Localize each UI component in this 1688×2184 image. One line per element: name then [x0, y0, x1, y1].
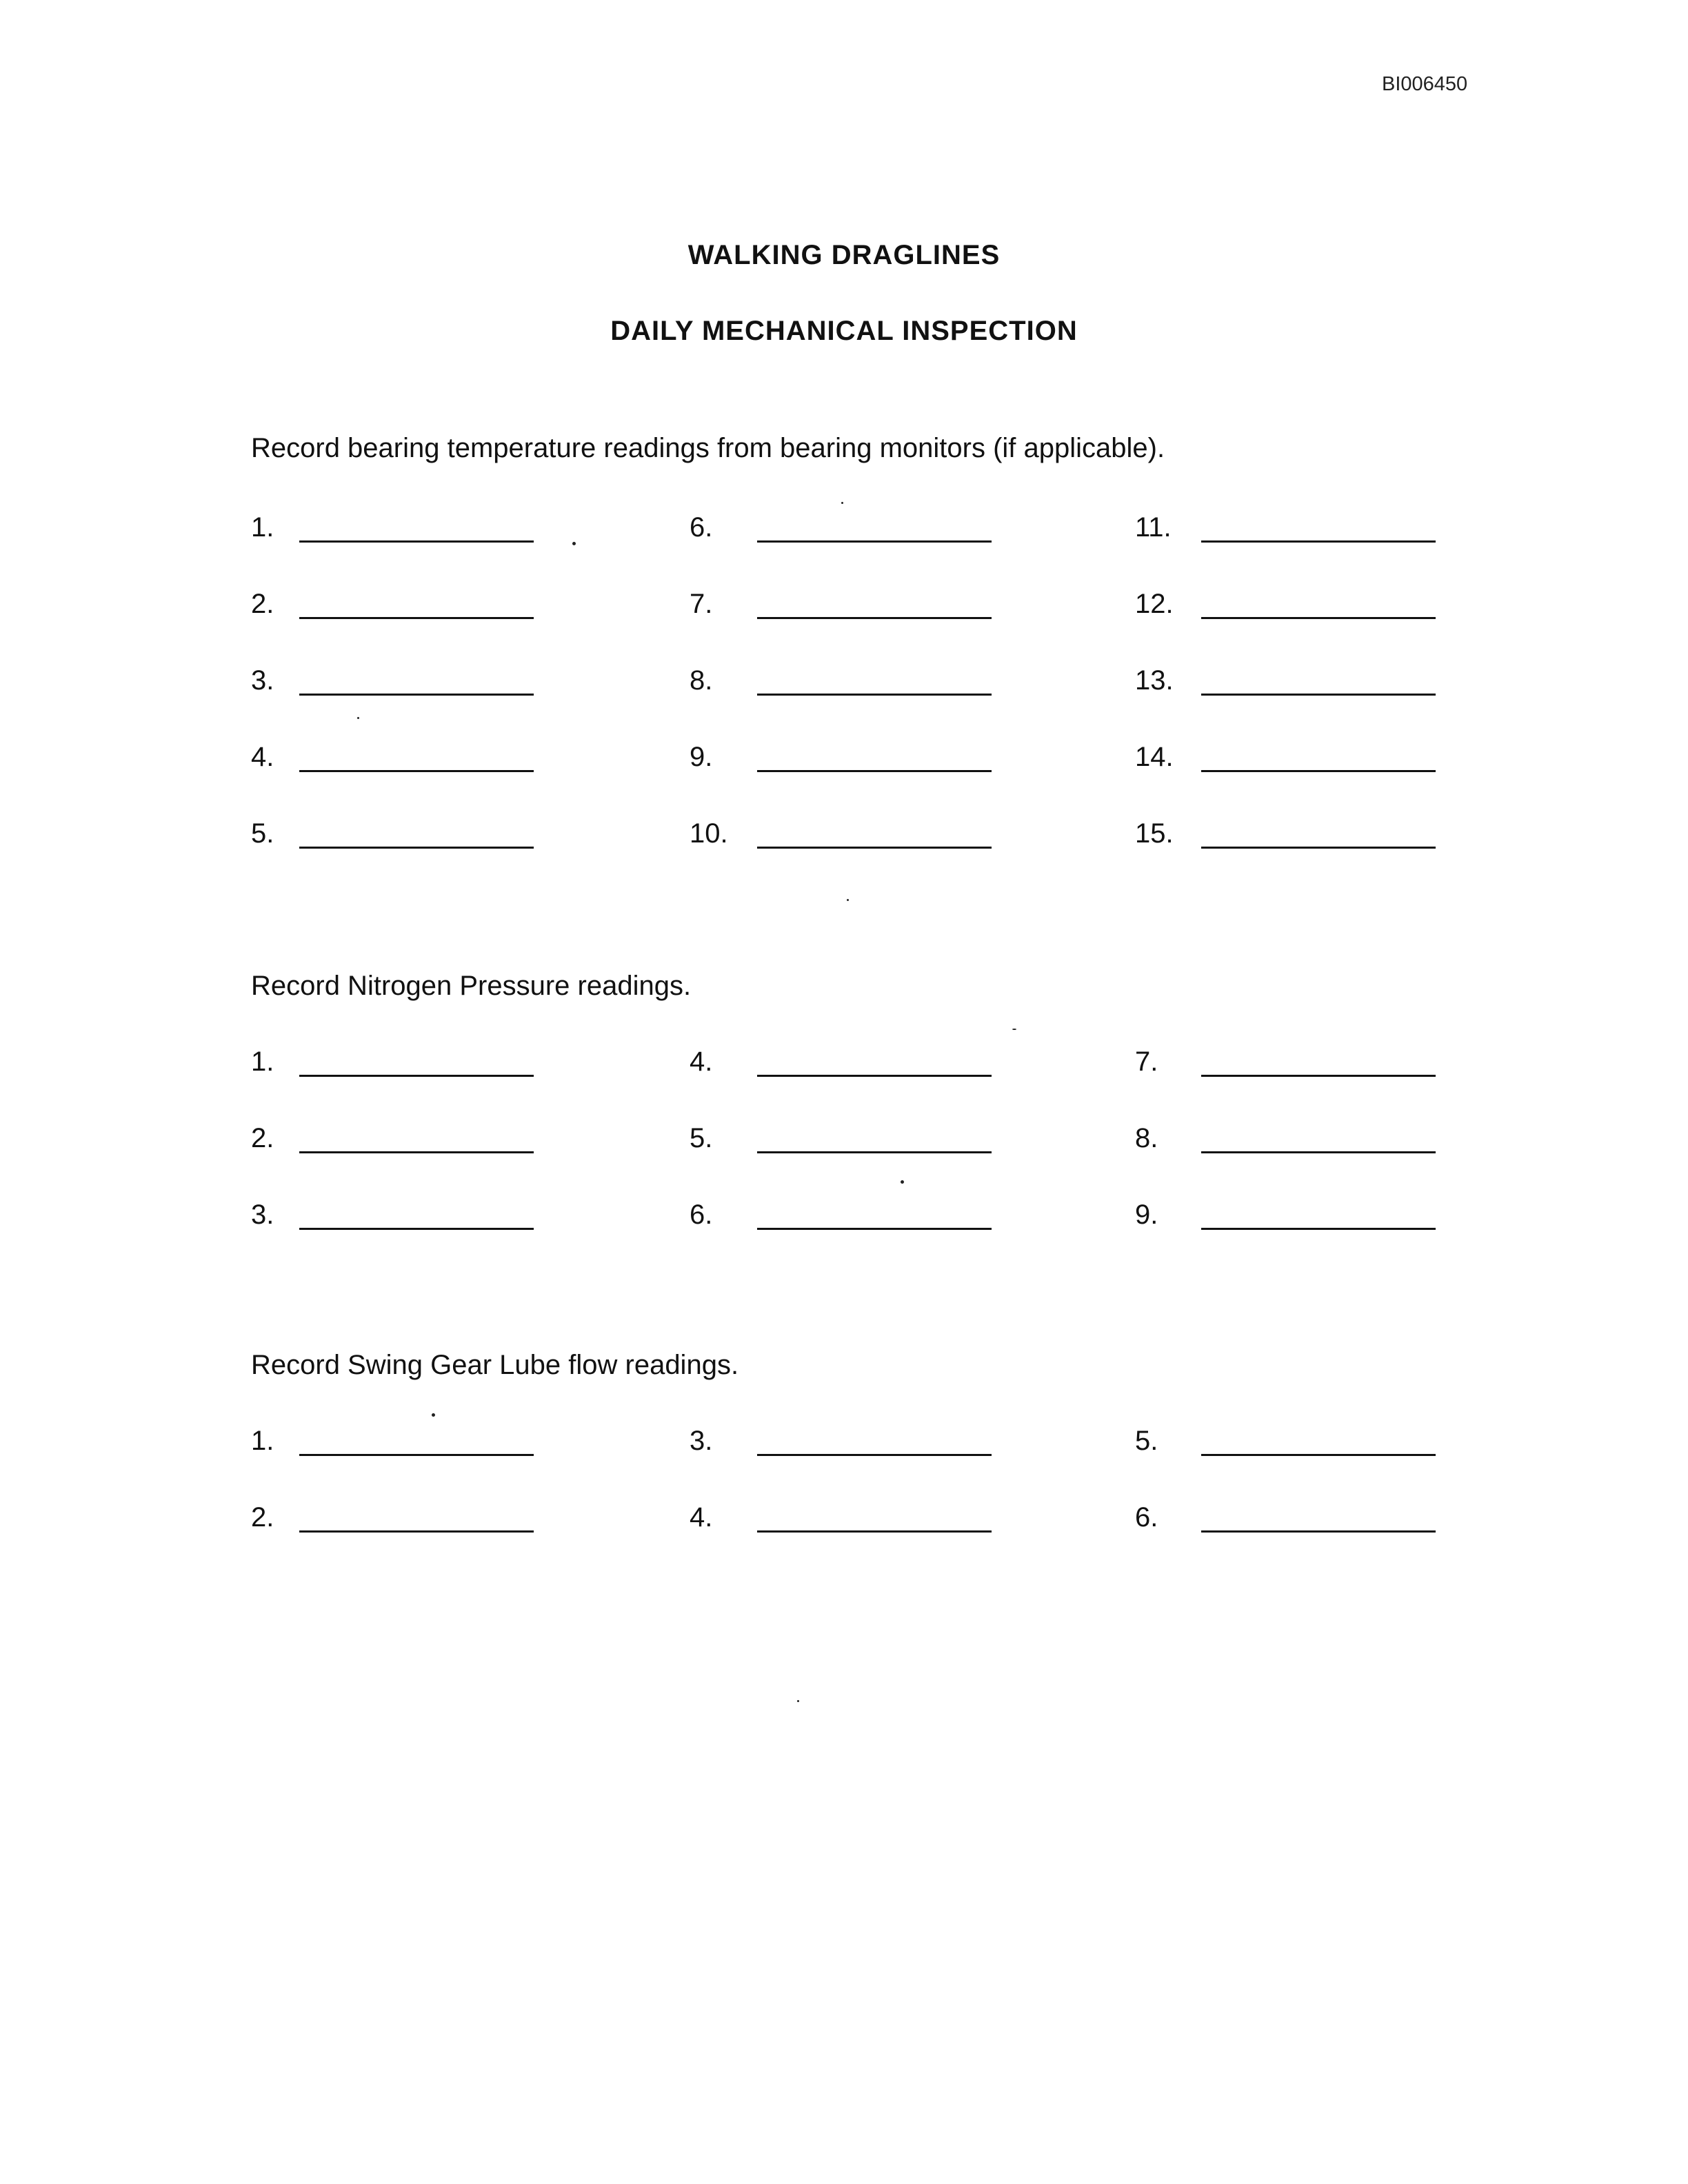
reading-field: [1135, 587, 1443, 621]
reading-field: [251, 816, 541, 851]
reading-blank-line[interactable]: [757, 1530, 992, 1533]
document-id: BI006450: [1382, 73, 1468, 95]
reading-field: [1135, 1197, 1443, 1232]
reading-number: 1.: [251, 1426, 274, 1456]
reading-field: [1135, 816, 1443, 851]
reading-blank-line[interactable]: [757, 617, 992, 619]
reading-blank-line[interactable]: [757, 540, 992, 543]
page-title: WALKING DRAGLINES: [687, 240, 1001, 270]
reading-field: [690, 1500, 998, 1535]
reading-field: [1135, 1424, 1443, 1458]
scan-speck: [572, 542, 576, 545]
reading-field: [1135, 1121, 1443, 1155]
reading-blank-line[interactable]: [757, 770, 992, 772]
scan-speck: [357, 717, 359, 719]
reading-field: [1135, 740, 1443, 774]
reading-number: 1.: [251, 1046, 274, 1077]
reading-field: [251, 1121, 541, 1155]
reading-blank-line[interactable]: [299, 617, 534, 619]
reading-number: 3.: [251, 1200, 274, 1230]
reading-field: [690, 1044, 998, 1079]
reading-field: [251, 1044, 541, 1079]
reading-number: 3.: [690, 1426, 713, 1456]
reading-blank-line[interactable]: [299, 540, 534, 543]
reading-field: [1135, 510, 1443, 545]
reading-number: 2.: [251, 589, 274, 619]
reading-field: [1135, 1044, 1443, 1079]
reading-blank-line[interactable]: [757, 1228, 992, 1230]
reading-blank-line[interactable]: [1201, 1075, 1436, 1077]
reading-blank-line[interactable]: [1201, 694, 1436, 696]
reading-number: 8.: [1135, 1123, 1158, 1153]
reading-field: [1135, 663, 1443, 698]
reading-blank-line[interactable]: [299, 1530, 534, 1533]
reading-blank-line[interactable]: [757, 1454, 992, 1456]
reading-number: 13.: [1135, 665, 1174, 696]
reading-blank-line[interactable]: [1201, 847, 1436, 849]
reading-field: [251, 663, 541, 698]
reading-number: 9.: [690, 742, 713, 772]
reading-number: 6.: [690, 512, 713, 543]
reading-field: [251, 1500, 541, 1535]
scan-speck: [1012, 1029, 1016, 1030]
reading-number: 14.: [1135, 742, 1174, 772]
scan-speck: [841, 502, 843, 504]
reading-field: [251, 1424, 541, 1458]
reading-number: 11.: [1135, 512, 1172, 543]
reading-field: [690, 740, 998, 774]
reading-blank-line[interactable]: [1201, 1151, 1436, 1153]
reading-number: 5.: [690, 1123, 713, 1153]
reading-number: 5.: [1135, 1426, 1158, 1456]
reading-number: 7.: [1135, 1046, 1158, 1077]
scan-speck: [901, 1180, 904, 1184]
reading-field: [251, 740, 541, 774]
reading-number: 8.: [690, 665, 713, 696]
section-instruction: Record Swing Gear Lube flow readings.: [251, 1350, 739, 1380]
scan-speck: [847, 899, 849, 901]
reading-blank-line[interactable]: [299, 847, 534, 849]
reading-blank-line[interactable]: [299, 1151, 534, 1153]
reading-blank-line[interactable]: [757, 1151, 992, 1153]
reading-number: 6.: [1135, 1502, 1158, 1533]
reading-field: [690, 1121, 998, 1155]
reading-field: [251, 587, 541, 621]
reading-field: [690, 1197, 998, 1232]
reading-blank-line[interactable]: [757, 1075, 992, 1077]
reading-blank-line[interactable]: [1201, 770, 1436, 772]
section-instruction: Record Nitrogen Pressure readings.: [251, 971, 692, 1001]
reading-field: [1135, 1500, 1443, 1535]
scan-speck: [797, 1700, 799, 1702]
reading-number: 3.: [251, 665, 274, 696]
section-instruction: Record bearing temperature readings from bearing monitors (if applicable).: [251, 433, 1165, 463]
reading-number: 5.: [251, 818, 274, 849]
reading-blank-line[interactable]: [1201, 1228, 1436, 1230]
scan-speck: [432, 1413, 435, 1417]
reading-blank-line[interactable]: [299, 1454, 534, 1456]
reading-number: 1.: [251, 512, 274, 543]
reading-blank-line[interactable]: [299, 694, 534, 696]
reading-field: [251, 1197, 541, 1232]
reading-blank-line[interactable]: [757, 694, 992, 696]
reading-number: 6.: [690, 1200, 713, 1230]
reading-blank-line[interactable]: [299, 1228, 534, 1230]
reading-blank-line[interactable]: [1201, 617, 1436, 619]
reading-field: [690, 587, 998, 621]
reading-number: 10.: [690, 818, 728, 849]
reading-number: 4.: [251, 742, 274, 772]
reading-number: 12.: [1135, 589, 1174, 619]
reading-blank-line[interactable]: [1201, 540, 1436, 543]
reading-field: [690, 816, 998, 851]
reading-field: [251, 510, 541, 545]
reading-blank-line[interactable]: [1201, 1454, 1436, 1456]
page-subtitle: DAILY MECHANICAL INSPECTION: [610, 316, 1078, 346]
reading-number: 15.: [1135, 818, 1174, 849]
reading-number: 4.: [690, 1502, 713, 1533]
reading-blank-line[interactable]: [299, 770, 534, 772]
reading-blank-line[interactable]: [757, 847, 992, 849]
reading-number: 4.: [690, 1046, 713, 1077]
reading-field: [690, 510, 998, 545]
reading-number: 2.: [251, 1123, 274, 1153]
reading-blank-line[interactable]: [299, 1075, 534, 1077]
reading-blank-line[interactable]: [1201, 1530, 1436, 1533]
reading-number: 9.: [1135, 1200, 1158, 1230]
reading-field: [690, 663, 998, 698]
reading-number: 7.: [690, 589, 713, 619]
reading-field: [690, 1424, 998, 1458]
reading-number: 2.: [251, 1502, 274, 1533]
